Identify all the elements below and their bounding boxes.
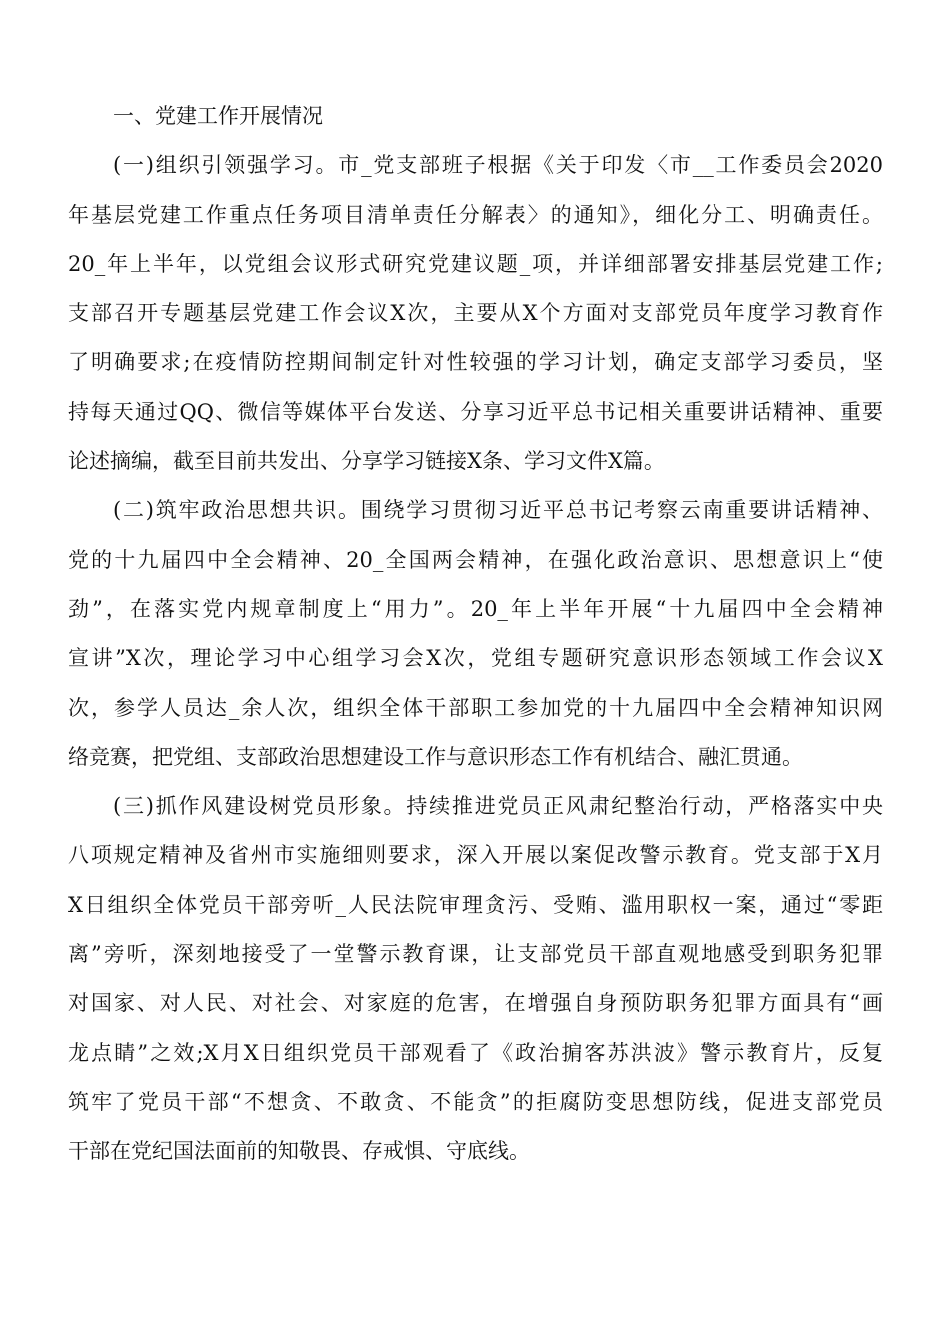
paragraph-2 [68,486,883,782]
paragraph-line: 党的十九届四中全会精神、20_全国两会精神，在强化政治意识、思想意识上“使 [68,547,883,572]
paragraph-line: X日组织全体党员干部旁听_人民法院审理贪污、受贿、滥用职权一案，通过“零距 [68,892,883,917]
paragraph-line: 20_年上半年，以党组会议形式研究党建议题_项，并详细部署安排基层党建工作; [68,251,883,276]
section-heading: 一、党建工作开展情况 [113,104,323,128]
paragraph-line: 劲”，在落实党内规章制度上“用力”。20_年上半年开展“十九届四中全会精神 [68,596,883,621]
paragraph-line: 论述摘编，截至目前共发出、分享学习链接X条、学习文件X篇。 [68,449,665,474]
paragraph-line: (三)抓作风建设树党员形象。持续推进党员正风肃纪整治行动，严格落实中央 [113,794,883,819]
paragraph-line: 对国家、对人民、对社会、对家庭的危害，在增强自身预防职务犯罪方面具有“画 [68,991,883,1016]
paragraph-line: 持每天通过QQ、微信等媒体平台发送、分享习近平总书记相关重要讲话精神、重要 [68,399,883,424]
paragraph-line: 龙点睛”之效;X月X日组织党员干部观看了《政治掮客苏洪波》警示教育片，反复 [68,1040,883,1065]
document-body [68,92,883,1177]
paragraph-line: 了明确要求;在疫情防控期间制定针对性较强的学习计划，确定支部学习委员，坚 [68,350,883,375]
paragraph-line: (二)筑牢政治思想共识。围绕学习贯彻习近平总书记考察云南重要讲话精神、 [113,498,883,523]
paragraph-3 [68,782,883,1176]
paragraph-line: 八项规定精神及省州市实施细则要求，深入开展以案促改警示教育。党支部于X月 [68,843,883,868]
paragraph-line: 次，参学人员达_余人次，组织全体干部职工参加党的十九届四中全会精神知识网 [68,695,883,720]
paragraph-line: (一)组织引领强学习。市_党支部班子根据《关于印发〈市__工作委员会2020 [113,153,883,178]
paragraph-line: 支部召开专题基层党建工作会议X次，主要从X个方面对支部党员年度学习教育作 [68,301,883,326]
paragraph-1 [68,141,883,486]
paragraph-line: 筑牢了党员干部“不想贪、不敢贪、不能贪”的拒腐防变思想防线，促进支部党员 [68,1089,883,1114]
paragraph-line: 干部在党纪国法面前的知敬畏、存戒惧、守底线。 [68,1139,530,1164]
paragraph-line: 宣讲”X次，理论学习中心组学习会X次，党组专题研究意识形态领域工作会议X [68,646,883,671]
paragraph-line: 络竞赛，把党组、支部政治思想建设工作与意识形态工作有机结合、融汇贯通。 [68,744,803,769]
paragraph-line: 离”旁听，深刻地接受了一堂警示教育课，让支部党员干部直观地感受到职务犯罪 [68,942,883,967]
paragraph-line: 年基层党建工作重点任务项目清单责任分解表〉的通知》，细化分工、明确责任。 [68,202,883,227]
